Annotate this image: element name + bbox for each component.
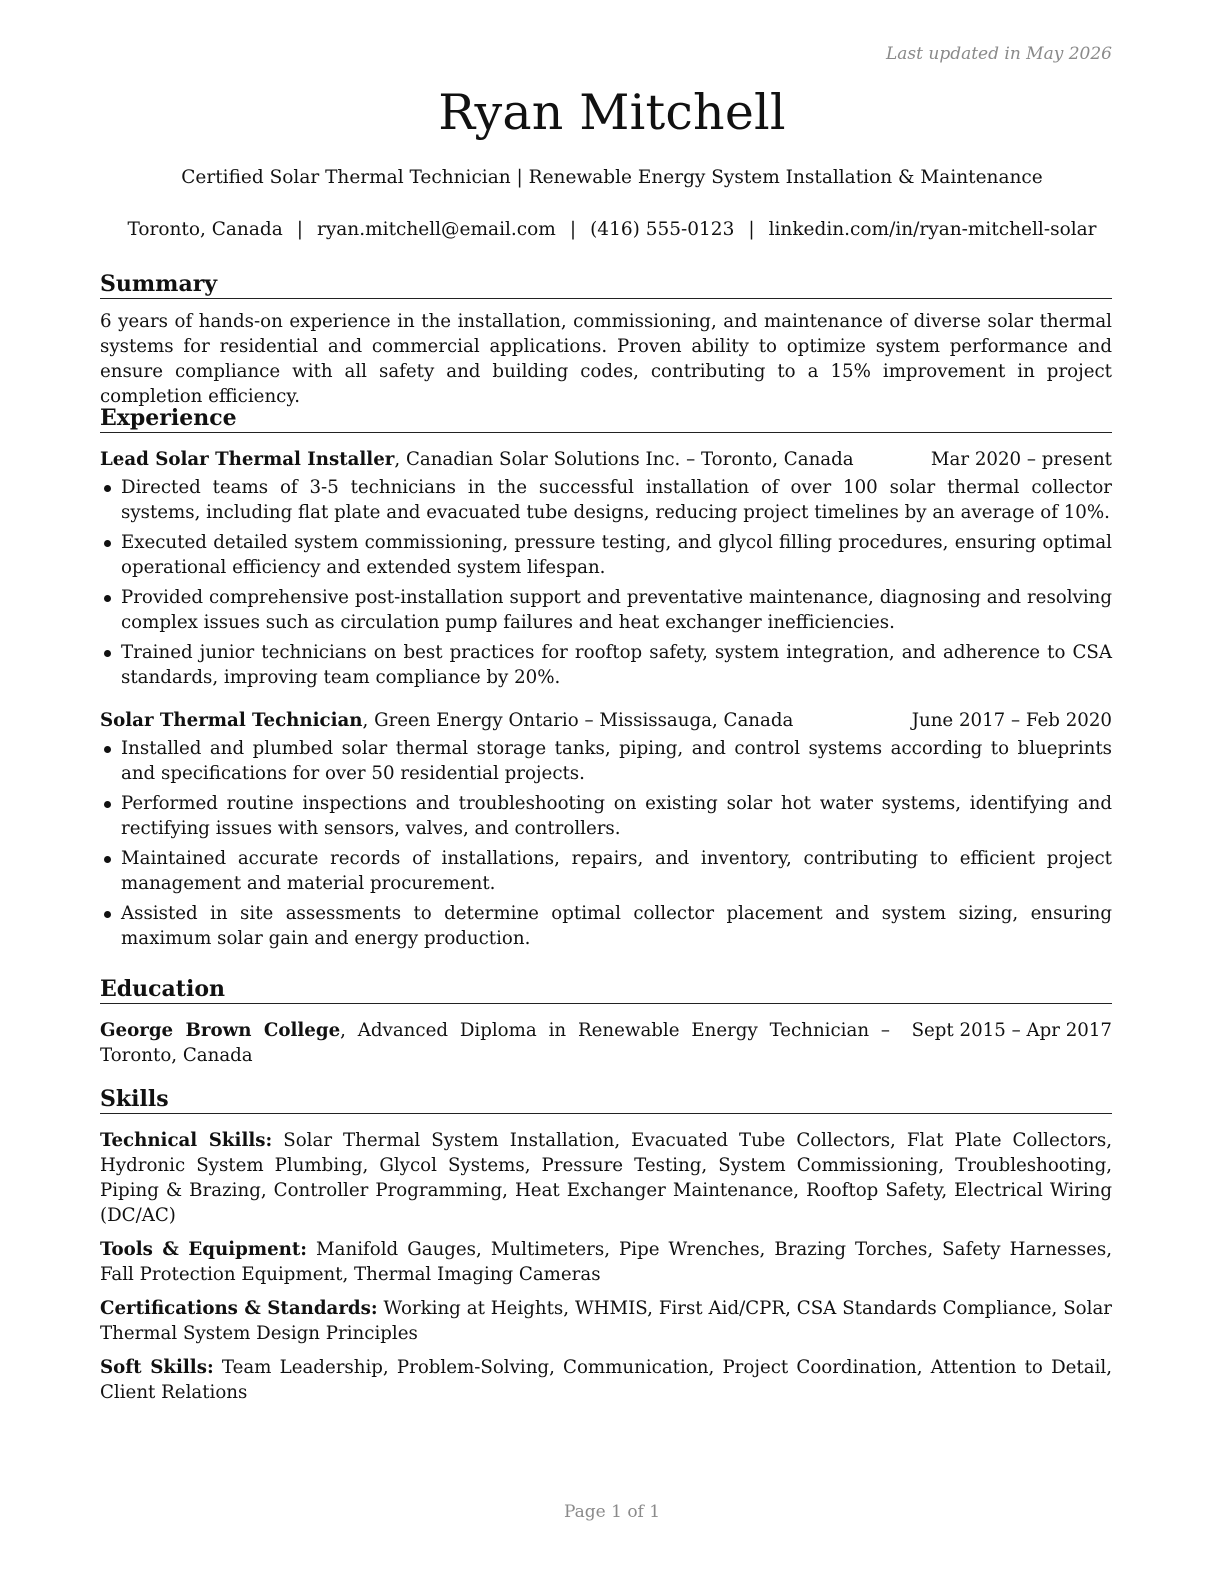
job-entry: [100, 708, 1112, 951]
contact-location: Toronto, Canada: [127, 219, 283, 240]
skill-group-label: Soft Skills:: [100, 1357, 214, 1378]
job-role-org: [100, 447, 854, 472]
job-dates: June 2017 – Feb 2020: [911, 710, 1112, 731]
job-header: [100, 447, 1112, 472]
section-title-skills: Skills: [100, 1085, 1112, 1114]
contact-email[interactable]: ryan.mitchell@email.com: [316, 219, 556, 240]
job-org: , Canadian Solar Solutions Inc. – Toronto, Canada: [394, 449, 854, 470]
skill-group-label: Technical Skills:: [100, 1130, 273, 1151]
bullet-item: Maintained accurate records of installations, repairs, and inventory, contributing to efficient project management and material procurement.: [100, 846, 1112, 896]
skill-group: [100, 1128, 1112, 1228]
section-title-education: Education: [100, 975, 1112, 1004]
skill-group: [100, 1355, 1112, 1405]
bullet-item: Installed and plumbed solar thermal storage tanks, piping, and control systems according to blueprints and specifications for over 50 residential projects.: [100, 736, 1112, 786]
contact-line: [0, 219, 1224, 240]
skill-group: [100, 1296, 1112, 1346]
section-title-experience: Experience: [100, 404, 1112, 433]
bullet-item: Directed teams of 3-5 technicians in the successful installation of over 100 solar thermal collector systems, including flat plate and evacuated tube designs, reducing project timelines by an average of 10%.: [100, 475, 1112, 525]
job-bullets: [100, 736, 1112, 951]
education-school-detail: [100, 1018, 890, 1068]
skill-group-text: Team Leadership, Problem-Solving, Communication, Project Coordination, Attention to Detail, Client Relations: [100, 1357, 1112, 1403]
job-header: [100, 708, 1112, 733]
contact-phone: (416) 555-0123: [590, 219, 735, 240]
bullet-item: Performed routine inspections and troubleshooting on existing solar hot water systems, identifying and rectifying issues with sensors, valves, and controllers.: [100, 791, 1112, 841]
bullet-item: Provided comprehensive post-installation support and preventative maintenance, diagnosing and resolving complex issues such as circulation pump failures and heat exchanger inefficiencies.: [100, 585, 1112, 635]
summary-section: [100, 270, 1112, 409]
skill-group: [100, 1237, 1112, 1287]
skill-group-label: Certifications & Standards:: [100, 1298, 378, 1319]
education-dates: Sept 2015 – Apr 2017: [911, 1020, 1112, 1041]
education-detail: , Advanced Diploma in Renewable Energy Technician – Toronto, Canada: [100, 1020, 890, 1066]
contact-linkedin[interactable]: linkedin.com/in/ryan-mitchell-solar: [768, 219, 1097, 240]
job-bullets: [100, 475, 1112, 690]
education-school: George Brown College: [100, 1020, 341, 1041]
education-section: [100, 975, 1112, 1068]
skill-group-label: Tools & Equipment:: [100, 1239, 308, 1260]
job-role-org: [100, 708, 793, 733]
job-entry: [100, 447, 1112, 690]
last-updated-note: Last updated in May 2026: [885, 44, 1112, 64]
bullet-item: Trained junior technicians on best practices for rooftop safety, system integration, and adherence to CSA standards, improving team compliance by 20%.: [100, 640, 1112, 690]
bullet-item: Executed detailed system commissioning, pressure testing, and glycol filling procedures, ensuring optimal operational efficiency and extended system lifespan.: [100, 530, 1112, 580]
page-number: Page 1 of 1: [563, 1502, 661, 1522]
contact-separator: |: [569, 219, 577, 240]
experience-section: [100, 404, 1112, 956]
job-org: , Green Energy Ontario – Mississauga, Canada: [362, 710, 794, 731]
headline: Certified Solar Thermal Technician | Renewable Energy System Installation & Maintenance: [181, 167, 1043, 188]
job-role: Solar Thermal Technician: [100, 710, 363, 731]
job-dates: Mar 2020 – present: [930, 449, 1112, 470]
skills-section: [100, 1085, 1112, 1414]
skill-group-text: Manifold Gauges, Multimeters, Pipe Wrenches, Brazing Torches, Safety Harnesses, Fall Protection Equipment, Thermal Imaging Cameras: [100, 1239, 1113, 1285]
skills-list: [100, 1128, 1112, 1405]
candidate-name: Ryan Mitchell: [438, 84, 786, 141]
education-entry: [100, 1018, 1112, 1068]
section-title-summary: Summary: [100, 270, 1112, 299]
contact-separator: |: [748, 219, 755, 240]
summary-text: 6 years of hands-on experience in the installation, commissioning, and maintenance of diverse solar thermal systems for residential and commercial applications. Proven ability to optimize system performance and ensure compliance with all safety and building codes, contributing to a 15% improvement in project completion efficiency.: [100, 311, 1112, 407]
bullet-item: Assisted in site assessments to determine optimal collector placement and system sizing, ensuring maximum solar gain and energy production.: [100, 901, 1112, 951]
contact-separator: |: [296, 219, 303, 240]
skill-group-text: Solar Thermal System Installation, Evacuated Tube Collectors, Flat Plate Collectors, Hydronic System Plumbing, Glycol Systems, Pressure Testing, System Commissioning, Troubleshooting, Piping & Brazing, Controller Programming, Heat Exchanger Maintenance, Rooftop Safety, Electrical Wiring (DC/AC): [100, 1130, 1112, 1226]
job-role: Lead Solar Thermal Installer: [100, 449, 395, 470]
skill-group-text: Working at Heights, WHMIS, First Aid/CPR, CSA Standards Compliance, Solar Thermal System Design Principles: [100, 1298, 1112, 1344]
